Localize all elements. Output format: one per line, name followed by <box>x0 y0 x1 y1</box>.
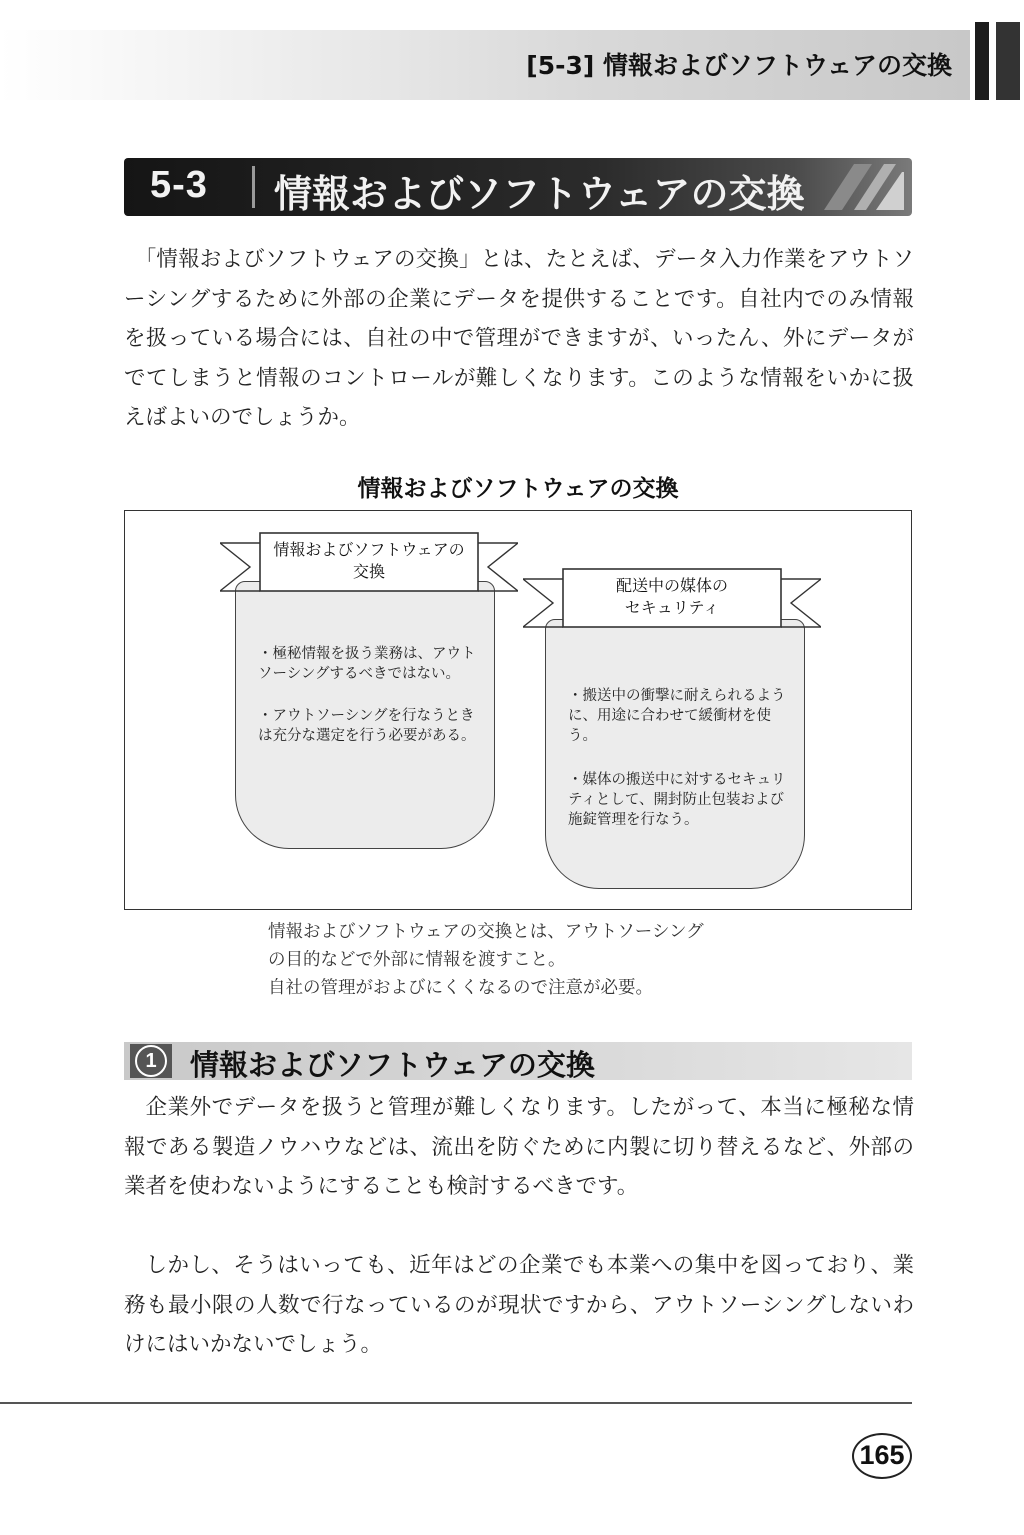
right-ribbon-label-2: セキュリティ <box>624 598 720 617</box>
left-ribbon-label-1: 情報およびソフトウェアの <box>273 540 465 559</box>
section-number: 5-3 <box>150 164 208 206</box>
left-panel-bullet-1: ・極秘情報を扱う業務は、アウトソーシングするべきではない。 <box>258 646 476 682</box>
left-ribbon-label-2: 交換 <box>352 562 385 581</box>
subsection-number-box <box>130 1044 172 1078</box>
body-paragraph-2: しかし、そうはいっても、近年はどの企業でも本業への集中を図っており、業務も最小限の人数で行なっているのが現状ですから、アウトソーシングしないわけにはいかないでしょう。 <box>124 1253 914 1357</box>
subsection-number: 1 <box>135 1045 167 1077</box>
right-ribbon-label-1: 配送中の媒体の <box>615 576 728 595</box>
figure-caption <box>268 918 828 1002</box>
edge-tab-bar <box>975 22 989 100</box>
page-number: 165 <box>852 1433 912 1479</box>
edge-tab-bar-outer <box>996 22 1020 100</box>
right-panel-bullet-1: ・搬送中の衝撃に耐えられるように、用途に合わせて緩衝材を使う。 <box>568 688 786 744</box>
subsection-banner <box>124 1042 912 1080</box>
footer-rule <box>0 1402 912 1404</box>
subsection-title: 情報およびソフトウェアの交換 <box>190 1048 595 1082</box>
caption-line-1: 情報およびソフトウェアの交換とは、アウトソーシング <box>268 922 704 942</box>
right-panel-ribbon <box>523 565 821 631</box>
section-separator <box>252 166 255 208</box>
left-panel-ribbon <box>220 529 518 595</box>
running-header-title: [5-3] 情報およびソフトウェアの交換 <box>526 51 952 80</box>
caption-line-2: の目的などで外部に情報を渡すこと。 <box>268 950 566 970</box>
banner-arrow-decoration <box>814 164 904 210</box>
right-panel <box>545 619 805 889</box>
body-paragraph-1: 企業外でデータを扱うと管理が難しくなります。したがって、本当に極秘な情報である製造ノウハウなどは、流出を防ぐために内製に切り替えるなど、外部の業者を使わないようにすることも検討するべきです。 <box>124 1095 914 1199</box>
figure-title: 情報およびソフトウェアの交換 <box>357 476 679 502</box>
right-panel-bullet-2: ・媒体の搬送中に対するセキュリティとして、開封防止包装および施錠管理を行なう。 <box>568 772 786 828</box>
caption-line-3: 自社の管理がおよびにくくなるので注意が必要。 <box>268 978 653 998</box>
section-banner <box>124 158 912 216</box>
section-title: 情報およびソフトウェアの交換 <box>274 172 805 216</box>
intro-paragraph: 「情報およびソフトウェアの交換」とは、たとえば、データ入力作業をアウトソーシングするために外部の企業にデータを提供することです。自社内でのみ情報を扱っている場合には、自社の中で管理ができますが、いったん、外にデータがでてしまうと情報のコントロールが難しくなります。このような情報をいかに扱えばよいのでしょうか。 <box>124 247 914 430</box>
left-panel-bullet-2: ・アウトソーシングを行なうときは充分な選定を行う必要がある。 <box>258 708 476 744</box>
left-panel <box>235 581 495 849</box>
figure-box <box>124 510 912 910</box>
